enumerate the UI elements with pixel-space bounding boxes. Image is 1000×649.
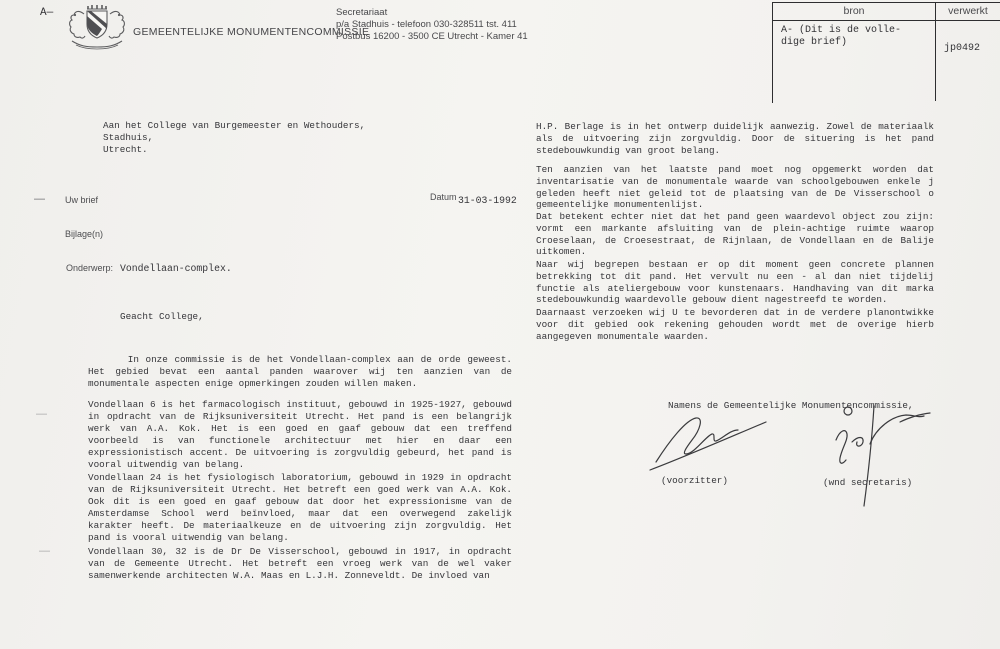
onderwerp-value: Vondellaan-complex. — [120, 263, 232, 274]
verwerkt-column-header: verwerkt — [948, 5, 988, 17]
margin-dash: — — [36, 408, 46, 420]
secretariat-block — [336, 7, 636, 43]
text-line: van de Rijksuniversiteit Utrecht. Het betreft een goed werk van A.A. Kok. — [88, 484, 512, 495]
routing-stamp-box — [772, 2, 1000, 103]
sig-voorzitter-label: (voorzitter) — [661, 475, 728, 486]
text-line: inventarisatie van de monumentale waarde van schoolgebouwen enkele j — [536, 175, 934, 187]
paragraph — [88, 546, 512, 582]
paragraph — [88, 399, 512, 471]
text-line: stedebouwkundig van groot belang. — [536, 144, 721, 156]
text-line: Vondellaan 30, 32 is de Dr De Visserschool, gebouwd in 1917, in opdracht — [88, 546, 512, 557]
text-line: A- (Dit is de volle- — [781, 25, 902, 36]
text-line: aangegeven monumentale waarden. — [536, 330, 709, 342]
utrecht-coat-of-arms-icon — [60, 2, 134, 52]
paragraph — [536, 259, 934, 306]
text-line: voor dit gebied ook rekening gehouden wordt met de overige hierb — [536, 318, 934, 330]
text-line: betrekking tot dit pand. Het vervult nu een - al dan niet tijdelij — [536, 270, 934, 282]
datum-value: 31-03-1992 — [458, 195, 517, 206]
text-line: stedebouwkundig waardevolle gebouw dient nagestreefd te worden. — [536, 294, 888, 306]
text-line: functie als ateliergebouw voor kunstenaars. Handhaving van dit marka — [536, 282, 934, 294]
closing-line: Namens de Gemeentelijke Monumentencommissie, — [668, 400, 914, 411]
bron-value — [781, 25, 931, 49]
text-line: Amsterdamse School werd beïnvloed, maar dat een overwegend zakelijk — [88, 508, 512, 519]
handwritten-signature-voorzitter — [648, 410, 798, 474]
corner-mark: A— — [40, 7, 54, 19]
text-line: vormt een markante afsluiting van de plein-achtige ruimte waarop — [536, 222, 934, 234]
text-line: dige brief) — [781, 37, 848, 48]
bron-column-header: bron — [843, 5, 865, 17]
text-line: karakter heeft. De materiaalkeuze en de uitvoering zijn zorgvuldig. Het — [88, 520, 512, 531]
text-line: Vondellaan 6 is het farmacologisch instituut, gebouwd in 1925-1927, gebouwd — [88, 399, 512, 410]
text-line: Croeselaan, de Croesestraat, de Rijnlaan, de Vondellaan en de Balije — [536, 234, 934, 246]
handwritten-signature-secretaris — [800, 398, 935, 510]
text-line: In onze commissie is de het Vondellaan-complex aan de orde geweest. — [88, 354, 512, 365]
verwerkt-value: jp0492 — [944, 43, 981, 54]
margin-dash: — — [34, 193, 44, 205]
text-line: Utrecht. — [103, 144, 148, 155]
text-line: werk van A.A. Kok. Het is een goed en gaaf gebouw dat een treffend — [88, 423, 512, 434]
salutation: Geacht College, — [120, 311, 204, 322]
text-line: in opdracht van de Rijksuniversiteit Utrecht. Het pand is een belangrijk — [88, 411, 512, 422]
text-line: expressionistisch accent. De uitvoering is zorgvuldig gebeurd, het pand is — [88, 447, 512, 458]
text-line: gemeentelijke monumentenlijst. — [536, 199, 704, 211]
text-line: als de uitvoering zijn zorgvuldig. Door de situering is het pand — [536, 132, 934, 144]
margin-dash: — — [39, 545, 49, 557]
text-line: Het gebied bevat een aantal panden waarover wij ten aanzien van de — [88, 366, 512, 377]
text-line: Postbus 16200 - 3500 CE Utrecht - Kamer 41 — [336, 31, 528, 42]
text-line: p/a Stadhuis - telefoon 030-328511 tst. 411 — [336, 19, 517, 30]
paragraph — [536, 211, 934, 258]
paragraph — [88, 354, 512, 390]
text-line: Aan het College van Burgemeester en Wethouders, — [103, 120, 366, 131]
text-line: Secretariaat — [336, 7, 388, 18]
text-line: Dat betekent echter niet dat het pand geen waardevol object zou zijn: — [536, 211, 934, 222]
text-line: pand is vooral uitwendig van belang. — [88, 532, 289, 543]
text-line: monumentale aspecten enige opmerkingen zouden willen maken. — [88, 378, 418, 389]
paragraph — [536, 307, 934, 342]
text-line: Stadhuis, — [103, 132, 154, 143]
text-line: Daarnaast verzoeken wij U te bevorderen dat in de verdere planontwikke — [536, 307, 934, 318]
text-line: Naar wij begrepen bestaan er op dit moment geen concrete plannen — [536, 259, 934, 270]
text-line: van de Gemeente Utrecht. Het betreft een vroeg werk van de wel vaker — [88, 558, 512, 569]
text-line: H.P. Berlage is in het ontwerp duidelijk aanwezig. Zowel de materiaalk — [536, 121, 934, 132]
bijlagen-label: Bijlage(n) — [65, 229, 104, 239]
onderwerp-label: Onderwerp: — [66, 263, 114, 273]
paragraph — [88, 472, 512, 544]
paragraph — [536, 121, 934, 156]
stamp-column-divider — [935, 3, 936, 101]
text-line: Vondellaan 24 is het fysiologisch laboratorium, gebouwd in 1929 in opdracht — [88, 472, 512, 483]
org-name: GEMEENTELIJKE MONUMENTENCOMMISSIE — [133, 26, 370, 38]
sig-secretaris-label: (wnd secretaris) — [823, 477, 913, 488]
text-line: geleden heeft niet geleid tot de plaatsing van de De Visserschool o — [536, 187, 934, 199]
text-line: vooral uitwendig van belang. — [88, 459, 245, 470]
text-line: Ten aanzien van het laatste pand moet nog opgemerkt worden dat — [536, 164, 934, 175]
paragraph — [536, 164, 934, 211]
text-line: voorbeeld is van functionele architectuur met hier en daar een — [88, 435, 512, 446]
text-line: samenwerkende architecten W.A. Maas en L.J.H. Zonneveldt. De invloed van — [88, 570, 490, 581]
text-line: uitkomen. — [536, 246, 587, 258]
datum-label: Datum — [430, 192, 457, 202]
text-line: Ook dit is een goed en gaaf gebouw dat door het expressionisme van de — [88, 496, 512, 507]
uw-brief-label: Uw brief — [65, 195, 99, 205]
addressee-block — [103, 120, 443, 156]
